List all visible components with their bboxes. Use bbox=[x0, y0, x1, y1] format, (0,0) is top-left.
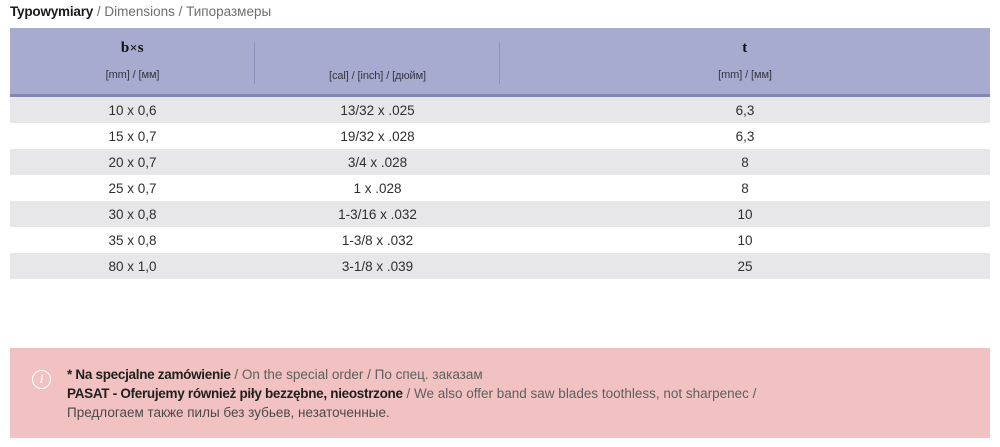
header-units-mm: [mm] / [мм] bbox=[105, 68, 160, 81]
note-line-1-bold: * Na specjalne zamówienie bbox=[67, 367, 231, 382]
table-row bbox=[10, 227, 990, 253]
table-row bbox=[10, 253, 990, 279]
cell-mm: 35 x 0,8 bbox=[10, 227, 255, 253]
symbol-s: s bbox=[137, 40, 145, 56]
cell-t: 8 bbox=[500, 149, 990, 175]
header-cell-t bbox=[500, 28, 990, 94]
note-line-2-rest: / We also offer band saw blades toothless, not sharpenec / bbox=[402, 386, 757, 401]
table-body bbox=[10, 97, 990, 305]
note-line-2 bbox=[67, 384, 976, 403]
table-row bbox=[10, 149, 990, 175]
info-note-content bbox=[67, 365, 976, 422]
header-units-t-mm: [mm] / [мм] bbox=[718, 68, 772, 81]
cell-t: 8 bbox=[500, 175, 990, 201]
header-cell-b-s-mm bbox=[10, 28, 255, 94]
cell-inch: 1-3/16 x .032 bbox=[255, 201, 500, 227]
cell-t: 6,3 bbox=[500, 97, 990, 123]
note-line-1 bbox=[67, 365, 976, 384]
symbol-b: b bbox=[120, 40, 130, 56]
cell-inch: 3/4 x .028 bbox=[255, 149, 500, 175]
cell-mm: 15 x 0,7 bbox=[10, 123, 255, 149]
header-units-inch: [cal] / [inch] / [дюйм] bbox=[329, 70, 426, 82]
note-line-2-bold: PASAT - Oferujemy również piły bezzębne, nieostrzone bbox=[67, 386, 403, 401]
cell-t: 25 bbox=[500, 253, 990, 279]
table-row bbox=[10, 123, 990, 149]
table-footer-spacer-cell bbox=[10, 279, 990, 305]
cell-mm: 25 x 0,7 bbox=[10, 175, 255, 201]
note-line-1-rest: / On the special order / По спец. заказам bbox=[230, 367, 483, 382]
cell-t: 6,3 bbox=[500, 123, 990, 149]
cell-inch: 3-1/8 x .039 bbox=[255, 253, 500, 279]
cell-inch: 19/32 x .028 bbox=[255, 123, 500, 149]
header-symbol-t: t bbox=[742, 40, 748, 56]
header-symbol-b-s bbox=[121, 40, 144, 57]
cell-mm: 10 x 0,6 bbox=[10, 97, 255, 123]
page-title-main: Typowymiary bbox=[10, 4, 94, 19]
dimensions-table-wrapper bbox=[10, 28, 990, 305]
header-cell-b-s-inch bbox=[255, 28, 500, 94]
cell-inch: 13/32 x .025 bbox=[255, 97, 500, 123]
table-footer-spacer bbox=[10, 279, 990, 305]
page-title bbox=[10, 4, 271, 19]
table-row bbox=[10, 97, 990, 123]
cell-inch: 1 x .028 bbox=[255, 175, 500, 201]
table-row bbox=[10, 201, 990, 227]
note-line-3: Предлогаем также пилы без зубьев, незаточенные. bbox=[67, 405, 390, 420]
symbol-multiply: × bbox=[129, 40, 138, 55]
cell-mm: 80 x 1,0 bbox=[10, 253, 255, 279]
cell-t: 10 bbox=[500, 227, 990, 253]
info-note-box bbox=[10, 348, 990, 438]
table-row bbox=[10, 175, 990, 201]
cell-mm: 30 x 0,8 bbox=[10, 201, 255, 227]
cell-inch: 1-3/8 x .032 bbox=[255, 227, 500, 253]
cell-mm: 20 x 0,7 bbox=[10, 149, 255, 175]
cell-t: 10 bbox=[500, 201, 990, 227]
page-title-sub: / Dimensions / Типоразмеры bbox=[93, 4, 272, 19]
info-icon: i bbox=[32, 370, 51, 389]
table-header-row bbox=[10, 28, 990, 94]
dimensions-table bbox=[10, 28, 990, 305]
